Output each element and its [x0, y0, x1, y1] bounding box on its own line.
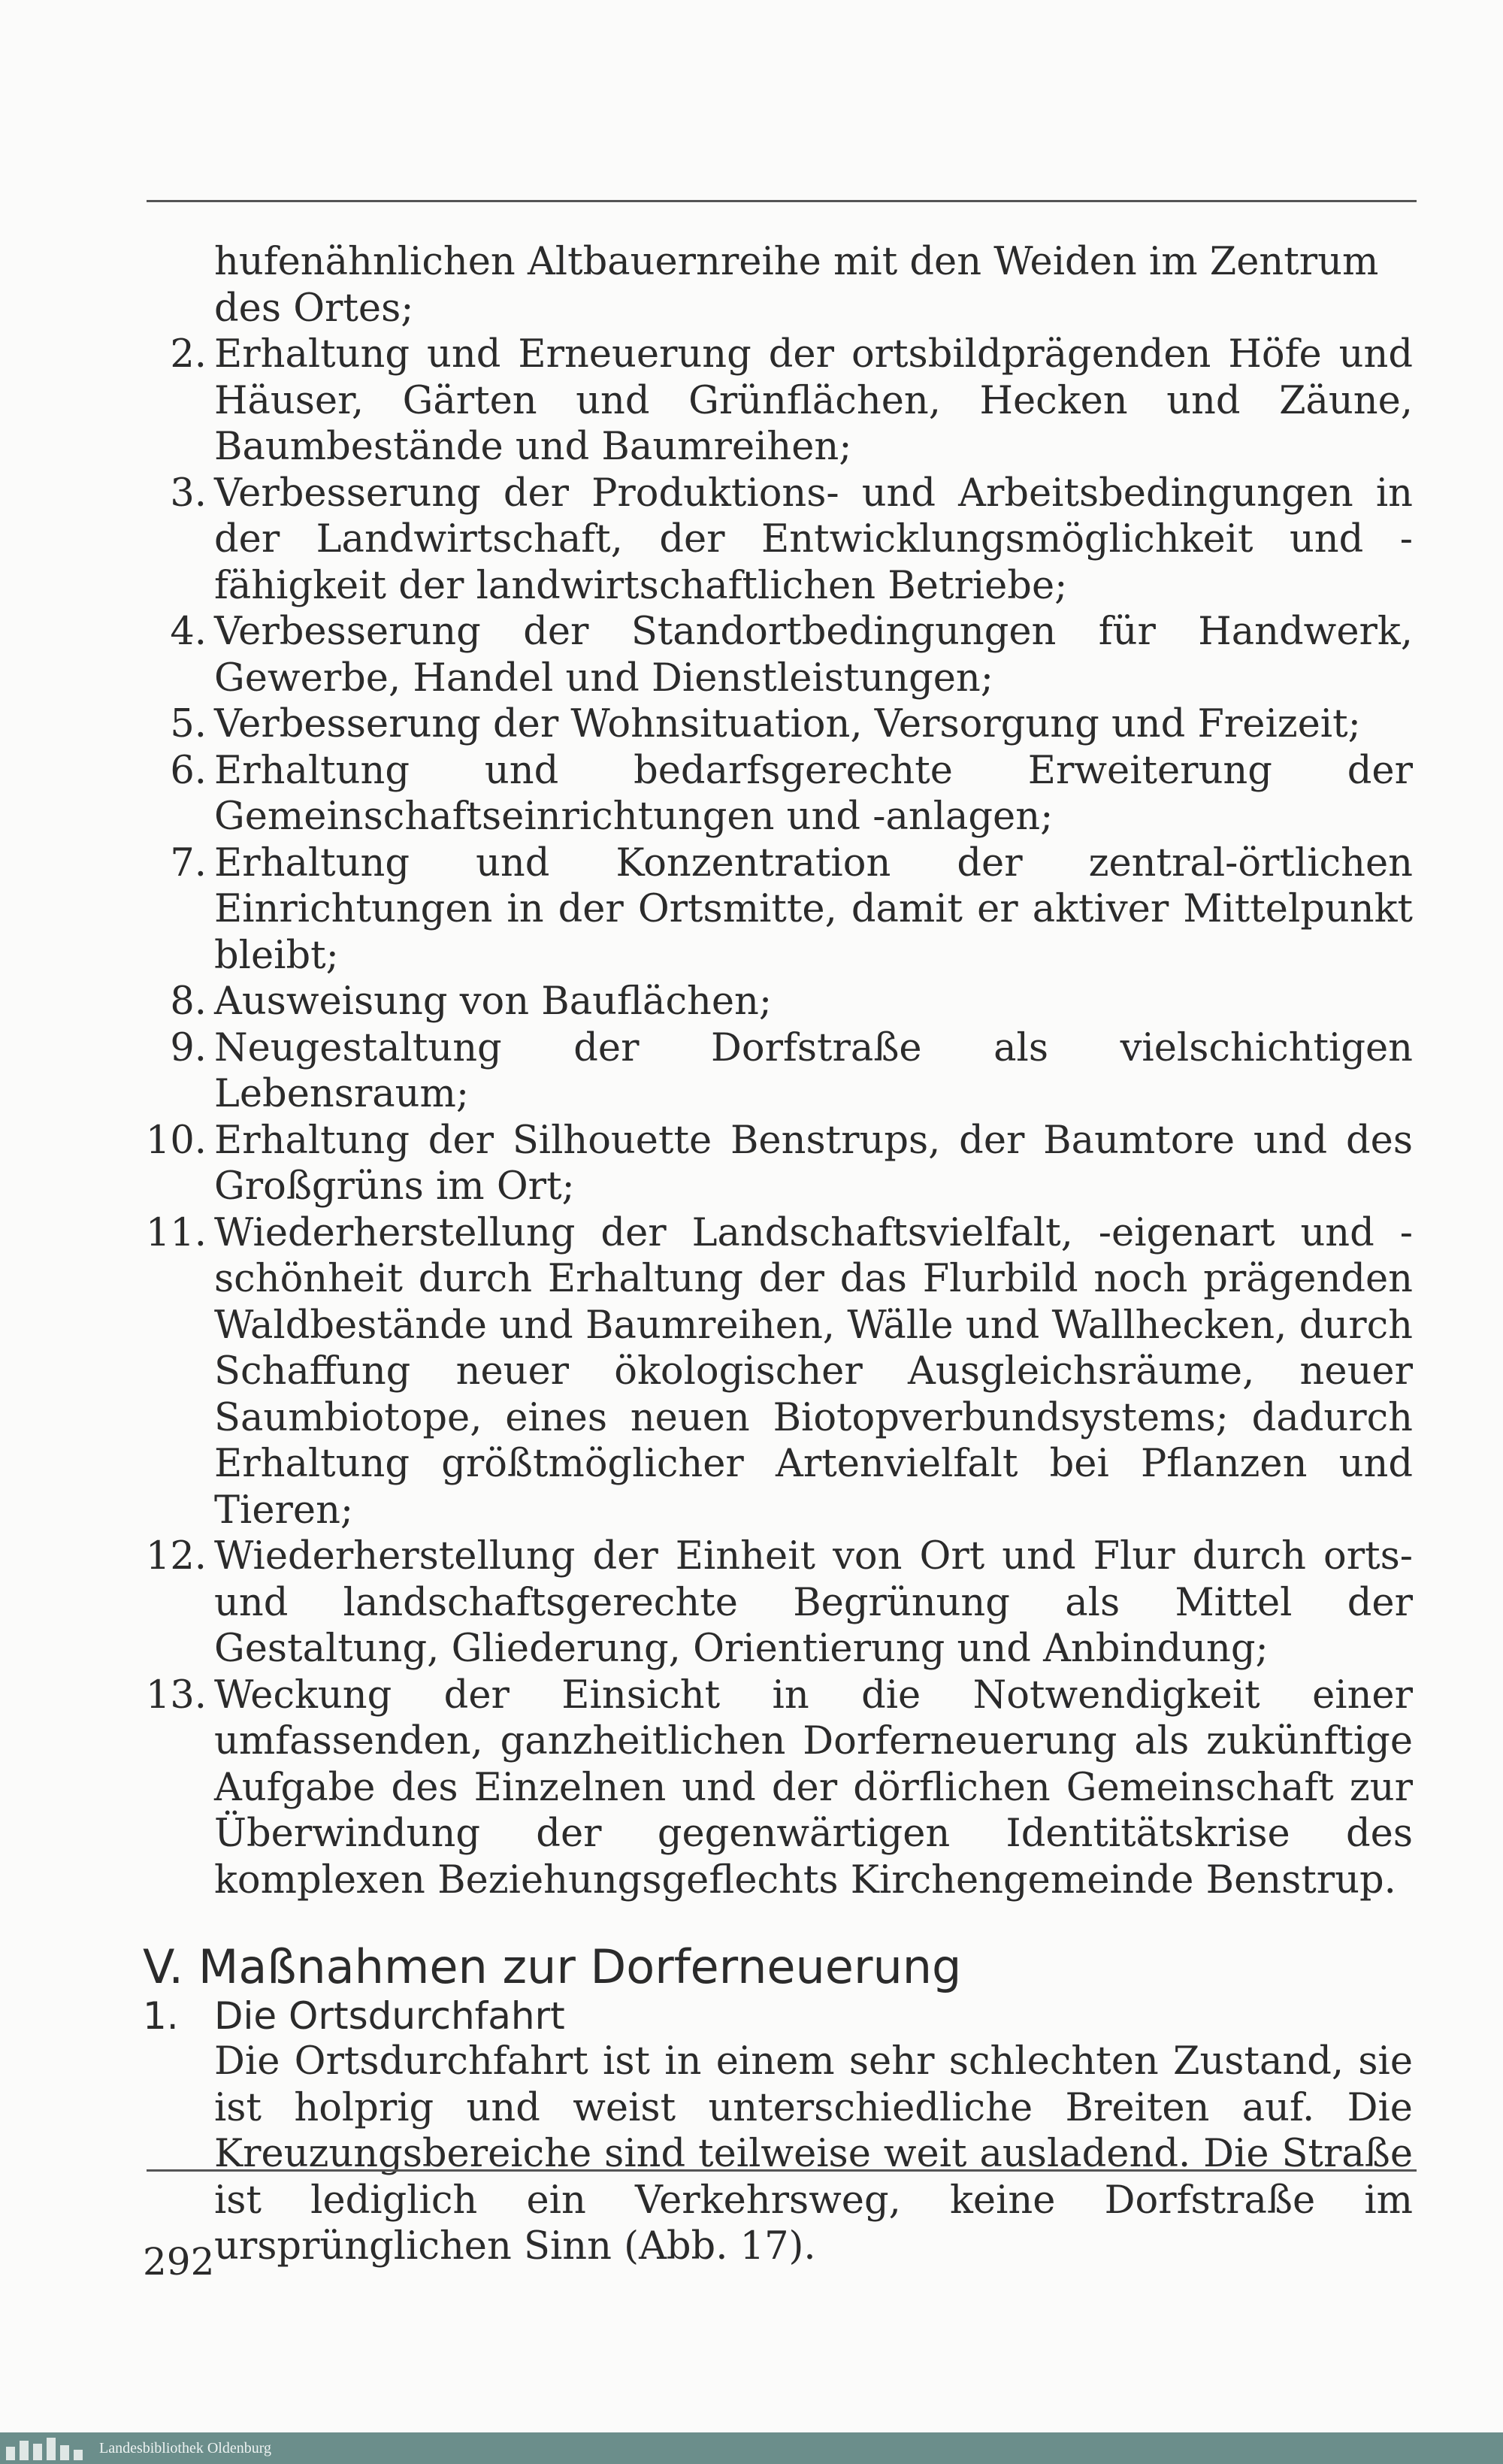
- list-item-number: 2.: [170, 332, 207, 377]
- list-item-number: 12.: [145, 1534, 207, 1579]
- list-item: [143, 1025, 1413, 1118]
- list-item-text: Erhaltung und Erneuerung der ortsbildprägenden Höfe und Häuser, Gärten und Grünflächen, Hecken und Zäune, Baumbestände und Baumreihen;: [214, 332, 1413, 469]
- list-item-text: Verbesserung der Wohnsituation, Versorgung und Freizeit;: [214, 702, 1361, 746]
- list-item-number: 5.: [170, 702, 207, 746]
- top-rule: [147, 200, 1417, 202]
- list-item-text: Wiederherstellung der Landschaftsvielfalt, -eigenart und -schönheit durch Erhaltung der das Flurbild noch prägenden Waldbestände und Baumreihen, Wälle und Wallhecken, durch Schaffung neuer ökologischer Ausgleichsräume, neuer Saumbiotope, eines neuen Biotopverbundsystems; dadurch Erhaltung größtmöglicher Artenvielfalt bei Pflanzen und Tieren;: [214, 1210, 1413, 1533]
- list-item: [143, 609, 1413, 701]
- list-item-text: Ausweisung von Bauflächen;: [214, 979, 773, 1024]
- library-logo-icon: [6, 2436, 89, 2460]
- list-item-text: Verbesserung der Produktions- und Arbeitsbedingungen in der Landwirtschaft, der Entwicklungsmöglichkeit und -fähigkeit der landwirtschaftlichen Betriebe;: [214, 471, 1413, 608]
- list-item: [143, 701, 1413, 748]
- list-item: [143, 471, 1413, 610]
- subsection-heading: [143, 1993, 1413, 2039]
- subsection-number: 1.: [143, 1994, 179, 2038]
- list-item-text: Erhaltung und bedarfsgerechte Erweiterung der Gemeinschaftseinrichtungen und -anlagen;: [214, 748, 1413, 839]
- section-heading: V. Maßnahmen zur Dorferneuerung: [143, 1939, 962, 1994]
- page-number: 292: [143, 2240, 215, 2284]
- list-item-number: 13.: [145, 1672, 207, 1718]
- list-item-number: 6.: [170, 748, 207, 793]
- list-item-number: 9.: [170, 1025, 207, 1070]
- continuation-line-2: des Ortes;: [214, 286, 414, 331]
- page-body: [143, 239, 1413, 2270]
- list-item-number: 8.: [170, 979, 207, 1024]
- list-item: [143, 979, 1413, 1025]
- list-item-text: Wiederherstellung der Einheit von Ort und Flur durch orts- und landschaftsgerechte Begrünung als Mittel der Gestaltung, Gliederung, Orientierung und Anbindung;: [214, 1534, 1413, 1671]
- library-footer: [0, 2432, 1503, 2464]
- list-item-number: 7.: [170, 840, 207, 885]
- list-item-number: 10.: [145, 1118, 207, 1163]
- list-item: [143, 840, 1413, 979]
- subsection-title: Die Ortsdurchfahrt: [214, 1994, 565, 2038]
- list-item-text: Verbesserung der Standortbedingungen für Handwerk, Gewerbe, Handel und Dienstleistungen;: [214, 610, 1413, 701]
- list-item: [143, 748, 1413, 840]
- list-item: [143, 1672, 1413, 1904]
- list-item-text: Weckung der Einsicht in die Notwendigkeit einer umfassenden, ganzheitlichen Dorferneuerung als zukünftige Aufgabe des Einzelnen und der dörflichen Gemeinschaft zur Überwindung der gegenwärtigen Identitätskrise des komplexen Beziehungsgeflechts Kirchengemeinde Benstrup.: [214, 1672, 1413, 1902]
- list-item: [143, 1210, 1413, 1534]
- list-item-text: Erhaltung der Silhouette Benstrups, der Baumtore und des Großgrüns im Ort;: [214, 1118, 1413, 1209]
- bottom-rule: [147, 2169, 1417, 2172]
- continuation-line-1: hufenähnlichen Altbauernreihe mit den Weiden im Zentrum: [214, 240, 1379, 284]
- list-item-number: 4.: [170, 610, 207, 654]
- list-item-number: 11.: [145, 1210, 207, 1255]
- list-item: [143, 1118, 1413, 1210]
- list-item-number: 3.: [170, 471, 207, 516]
- list-item: [143, 331, 1413, 471]
- list-item-text: Erhaltung und Konzentration der zentral-örtlichen Einrichtungen in der Ortsmitte, damit er aktiver Mittelpunkt bleibt;: [214, 840, 1413, 978]
- list-item: [143, 1533, 1413, 1672]
- list-item-text: Neugestaltung der Dorfstraße als vielschichtigen Lebensraum;: [214, 1025, 1413, 1116]
- section-paragraph: Die Ortsdurchfahrt ist in einem sehr schlechten Zustand, sie ist holprig und weist unterschiedliche Breiten auf. Die Kreuzungsbereiche sind teilweise weit ausladend. Die Straße ist lediglich ein Verkehrsweg, keine Dorfstraße im ursprünglichen Sinn (Abb. 17).: [214, 2039, 1413, 2269]
- library-name: Landesbibliothek Oldenburg: [99, 2439, 272, 2456]
